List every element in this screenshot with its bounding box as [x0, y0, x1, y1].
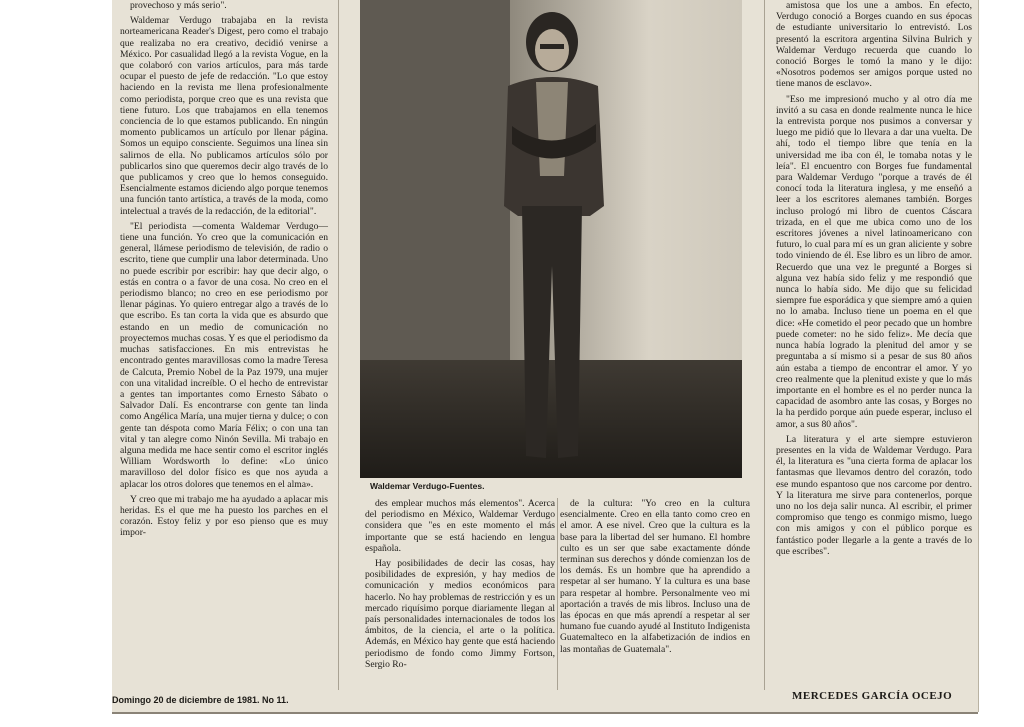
paragraph: Waldemar Verdugo trabajaba en la revista norteamericana Reader's Digest, pero como el trabajo que realizaba no era creativo, decidió venirse a México. Por casualidad llegó a la revista Vogue, en la que colaboró con varios artículos, para más tarde ocupar el puesto de jefe de redacción. "Lo que estoy haciendo en la revista me llena profesionalmente como periodista, porque creo que es una revista que tiene futuro. Los que trabajamos en ella tenemos conciencia de lo que estamos publicando. En ningún momento publicamos un artículo por llenar página. Somos un equipo consciente. Seguimos una línea sin salirnos de ella. No publicamos artículos sólo por publicarlos sino que queremos decir algo través de lo que publicamos y creo que lo hemos conseguido. Esencialmente estamos diciendo algo porque tenemos una función tanto artística, a través de la moda, como intelectual a través de la redacción, de la editorial". — [120, 15, 328, 217]
paragraph: La literatura y el arte siempre estuvieron presentes en la vida de Waldemar Verdugo. Para él, la literatura es "una cierta forma de aplacar los fantasmas que llevamos dentro del corazón, todo ese mundo espantoso que nos carcome por dentro. Y la literatura me sirve para contenerlos, porque uno no los deja salir nunca. Al escribir, el primer compromiso que tengo es conmigo mismo, luego con mis amigos y con el público porque es fantástico poder llegarle a la gente a través de lo que escribes". — [776, 433, 972, 557]
column-divider — [557, 498, 558, 690]
bottom-rule — [112, 712, 978, 714]
paragraph: provechoso y más serio". — [130, 0, 227, 11]
article-column-2 — [365, 498, 555, 694]
newspaper-clipping — [112, 0, 979, 712]
standing-man-figure — [478, 6, 618, 466]
article-column-1 — [120, 0, 328, 698]
column-divider — [764, 0, 765, 690]
paragraph: des emplear muchos más elementos". Acerca del periodismo en México, Waldemar Verdugo considera que "es en este momento el más importante que se está haciendo en lengua española. — [365, 498, 555, 554]
paragraph: amistosa que los une a ambos. En efecto, Verdugo conoció a Borges cuando en sus épocas de estudiante universitario lo entrevistó. Los presentó la escritora argentina Silvina Bulrich y Waldemar Verdugo recuerda que cuando lo conoció Borges le tomó la mano y le dijo: «Nosotros podemos ser amigos porque usted no tiene manos de esclavo». — [776, 0, 972, 90]
paragraph: de la cultura: "Yo creo en la cultura esencialmente. Creo en ella tanto como creo en el amor. A ese nivel. Creo que la cultura es la base para la libertad del ser humano. El hombre culto es un ser que sabe exactamente dónde terminan sus derechos y dónde comienzan los de los demás. Es un hombre que ha aprendido a respetar al ser humano. Y la cultura es una base para respetar al hombre. Personalmente veo mi aportación a través de mis libros. Incluso una de las épocas en que más aprendí a respetar al ser humano fue cuando ayudé al Instituto Indigenista Guatemalteco en la alfabetización de indios en las montañas de Guatemala". — [560, 498, 750, 655]
author-byline: MERCEDES GARCÍA OCEJO — [792, 690, 953, 702]
issue-dateline: Domingo 20 de diciembre de 1981. No 11. — [112, 695, 289, 705]
paragraph: Hay posibilidades de decir las cosas, hay posibilidades de expresión, y hay medios de comunicación y medios económicos para hacerlo. No hay problemas de restricción y es un mercado riquísimo porque diariamente llegan al país personalidades internacionales de todos los ámbitos, de la ciencia, el arte o la política. Además, en México hay gente que está haciendo periodismo de fondo como Jimmy Fortson, Sergio Ro- — [365, 558, 555, 670]
portrait-photo — [360, 0, 742, 478]
photo-caption: Waldemar Verdugo-Fuentes. — [370, 481, 485, 491]
article-column-4 — [776, 0, 972, 688]
column-divider — [338, 0, 339, 690]
paragraph: "Eso me impresionó mucho y al otro día me invitó a su casa en donde realmente nunca le hice la entrevista porque nos pusimos a conversar y luego me pidió que lo llevara a dar una vuelta. De ahí, todo el tiempo libre que tenía en la universidad me iba con él, le tomaba notas y le leía". El encuentro con Borges fue fundamental para Waldemar Verdugo "porque a través de él conocí toda la literatura inglesa, y me enseñó a leer a los escritores alemanes también. Borges incluso prologó mi libro de cuentos Cáscara trizada, en el que me ubica como uno de los escritores jóvenes a nivel latinoamericano con futuro, lo cual para mí es un gran aliciente y sobre todo viniendo de él. Ese libro es un libro de amor. Recuerdo que una vez le pregunté a Borges si alguna vez había sido feliz y me respondió que nunca lo había sido. Me dijo que su felicidad siempre fue esporádica y que siempre amó a quien no lo amaba. Incluso tiene un poema en el que dice: «He cometido el peor pecado que un hombre puede cometer: no he sido feliz». Me decía que nunca había logrado la plenitud del amor y se preguntaba a sí mismo si a pesar de sus 80 años aún estaba a tiempo de encontrar el amor. Y yo creo realmente que la plenitud existe y que lo más importante en el hombre es el no perder nunca la capacidad de asombro ante las cosas, y Borges no la ha perdido porque aún puede esperar, incluso el amor, a sus 80 años". — [776, 93, 972, 430]
article-column-3 — [560, 498, 750, 694]
paragraph: Y creo que mi trabajo me ha ayudado a aplacar mis heridas. Es el que me ha puesto los parches en el corazón. Estoy feliz y por eso pienso que es muy impor- — [120, 493, 328, 539]
paragraph: "El periodista —comenta Waldemar Verdugo— tiene una función. Yo creo que la comunicación en general, llámese periodismo de televisión, de radio o escrito, tiene que cumplir una labor determinada. Uno no puede escribir por escribir: hay que decir algo, o estás en contra o a favor de una cosa. No creo en el periodismo blanco; no creo en ese periodismo por llenar páginas. Yo quiero entregar algo a través de lo que escribo. Es tan corta la vida que es absurdo que estando en un medio de comunicación no proyectemos muchas cosas. Y es que el periodismo da muchas satisfacciones. En mis entrevistas he encontrado gentes maravillosas como la madre Teresa de Calcuta, Premio Nobel de la Paz 1979, una mujer con una vitalidad increíble. O el hecho de entrevistar a gentes tan importantes como Ernesto Sábato o Salvador Dalí. Es encontrarse con gente tan linda como Angélica María, una mujer tierna y dulce; o con gente tan déspota como María Félix; o con una tan vital y tan alegre como Ninón Sevilla. Mi trabajo en alguna medida me hace sentir como el escritor inglés William Wordsworth lo define: «Lo único maravilloso del dolor físico es que nos ayuda a aplacar los otros dolores que tenemos en el alma». — [120, 220, 328, 490]
